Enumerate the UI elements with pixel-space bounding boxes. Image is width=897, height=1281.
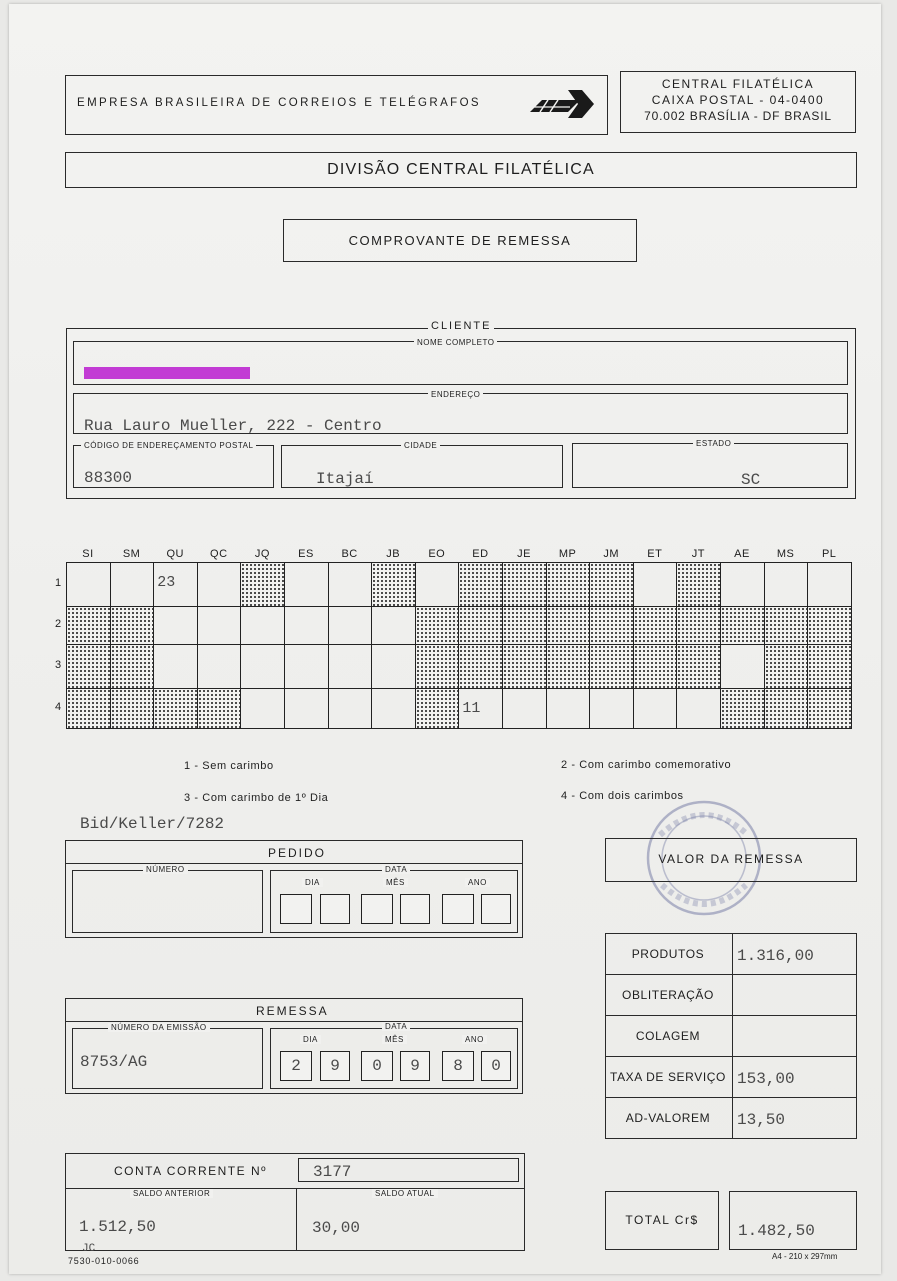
grid-cell-jt-4[interactable] xyxy=(676,688,721,729)
legend-item-1: 1 - Sem carimbo xyxy=(184,760,274,772)
grid-cell-jq-2[interactable] xyxy=(240,606,285,645)
grid-row-number: 2 xyxy=(55,618,62,630)
grid-cell-qu-4[interactable] xyxy=(153,688,198,729)
grid-cell-jq-3[interactable] xyxy=(240,644,285,689)
grid-cell-qu-3[interactable] xyxy=(153,644,198,689)
conta-initials: JC xyxy=(82,1243,96,1255)
grid-cell-jt-2[interactable] xyxy=(676,606,721,645)
estado-field[interactable] xyxy=(572,443,848,488)
date-digit-box[interactable] xyxy=(320,894,350,924)
grid-column-mp: MP xyxy=(558,548,577,560)
grid-cell-mp-4[interactable] xyxy=(546,688,591,729)
grid-cell-pl-3[interactable] xyxy=(807,644,852,689)
legend-item-2: 2 - Com carimbo comemorativo xyxy=(561,759,732,771)
grid-cell-jb-1[interactable] xyxy=(371,562,416,607)
address-line-1: CENTRAL FILATÉLICA xyxy=(661,77,815,91)
conta-value: 3177 xyxy=(313,1163,352,1181)
grid-cell-bc-2[interactable] xyxy=(328,606,373,645)
grid-cell-sm-2[interactable] xyxy=(110,606,155,645)
grid-cell-jb-3[interactable] xyxy=(371,644,416,689)
grid-column-jt: JT xyxy=(691,548,705,560)
valor-row-label: TAXA DE SERVIÇO xyxy=(610,1070,726,1084)
date-digit-box[interactable]: 0 xyxy=(361,1051,393,1081)
endereco-value: Rua Lauro Mueller, 222 - Centro xyxy=(84,417,382,435)
grid-column-qc: QC xyxy=(210,548,228,560)
grid-column-je: JE xyxy=(517,548,531,560)
cidade-label: CIDADE xyxy=(401,441,440,450)
total-label-box xyxy=(605,1191,719,1250)
valor-row-value: 13,50 xyxy=(737,1111,786,1129)
grid-cell-sm-3[interactable] xyxy=(110,644,155,689)
grid-cell-jm-2[interactable] xyxy=(589,606,634,645)
division-title-box xyxy=(65,152,857,188)
valor-row-rule xyxy=(605,1056,857,1057)
pedido-numero-label: NÚMERO xyxy=(143,865,188,874)
date-digit-box[interactable] xyxy=(481,894,511,924)
redacted-name xyxy=(84,367,250,379)
grid-cell-qu-2[interactable] xyxy=(153,606,198,645)
address-line-2: CAIXA POSTAL - 04-0400 xyxy=(651,93,825,107)
grid-cell-ms-3[interactable] xyxy=(764,644,809,689)
grid-cell-qc-2[interactable] xyxy=(197,606,242,645)
grid-column-jq: JQ xyxy=(254,548,270,560)
valor-table-divider xyxy=(732,933,733,1138)
cliente-heading: CLIENTE xyxy=(428,320,494,332)
grid-cell-jm-3[interactable] xyxy=(589,644,634,689)
valor-row-rule xyxy=(605,974,857,975)
total-value-box xyxy=(729,1191,857,1250)
saldo-anterior-label: SALDO ANTERIOR xyxy=(130,1189,213,1198)
cidade-value: Itajaí xyxy=(316,470,374,488)
grid-column-qu: QU xyxy=(166,548,184,560)
cep-value: 88300 xyxy=(84,469,133,487)
grid-cell-ed-2[interactable] xyxy=(458,606,503,645)
remessa-data-label: DATA xyxy=(382,1022,410,1031)
date-digit-box[interactable]: 2 xyxy=(280,1051,312,1081)
grid-cell-je-1[interactable] xyxy=(502,562,547,607)
grid-cell-qc-3[interactable] xyxy=(197,644,242,689)
remessa-ano-label: ANO xyxy=(462,1035,487,1044)
handwritten-reference: Bid/Keller/7282 xyxy=(80,815,225,833)
remessa-title: REMESSA xyxy=(256,1004,329,1018)
grid-cell-si-1[interactable] xyxy=(66,562,111,607)
header-address-box xyxy=(620,71,856,133)
date-digit-box[interactable] xyxy=(361,894,393,924)
grid-cell-jb-4[interactable] xyxy=(371,688,416,729)
form-title: COMPROVANTE DE REMESSA xyxy=(348,233,572,248)
date-digit-box[interactable]: 9 xyxy=(320,1051,350,1081)
grid-cell-sm-4[interactable] xyxy=(110,688,155,729)
grid-row-number: 4 xyxy=(55,701,62,713)
date-digit-box[interactable]: 0 xyxy=(481,1051,511,1081)
grid-column-ed: ED xyxy=(472,548,489,560)
pedido-ano-label: ANO xyxy=(465,878,490,887)
grid-cell-mp-2[interactable] xyxy=(546,606,591,645)
total-value: 1.482,50 xyxy=(738,1222,815,1240)
grid-cell-entry: 11 xyxy=(462,700,481,717)
date-digit-box[interactable] xyxy=(280,894,312,924)
grid-cell-jq-1[interactable] xyxy=(240,562,285,607)
date-digit-box[interactable] xyxy=(400,894,430,924)
grid-cell-bc-3[interactable] xyxy=(328,644,373,689)
grid-cell-eo-4[interactable] xyxy=(415,688,460,729)
grid-column-eo: EO xyxy=(428,548,446,560)
valor-title: VALOR DA REMESSA xyxy=(658,852,804,866)
ect-logo-icon xyxy=(528,84,598,124)
conta-label: CONTA CORRENTE Nº xyxy=(114,1164,267,1178)
grid-column-es: ES xyxy=(298,548,314,560)
valor-title-box xyxy=(605,838,857,882)
grid-column-ae: AE xyxy=(734,548,750,560)
valor-row-label: PRODUTOS xyxy=(631,947,705,961)
grid-cell-pl-1[interactable] xyxy=(807,562,852,607)
legend-item-3: 3 - Com carimbo de 1º Dia xyxy=(184,792,329,804)
date-digit-box[interactable]: 9 xyxy=(400,1051,430,1081)
grid-column-jm: JM xyxy=(603,548,620,560)
grid-cell-bc-1[interactable] xyxy=(328,562,373,607)
grid-row-number: 1 xyxy=(55,577,62,589)
grid-cell-es-3[interactable] xyxy=(284,644,329,689)
grid-cell-je-3[interactable] xyxy=(502,644,547,689)
conta-vertical-divider xyxy=(296,1188,297,1251)
valor-row-rule xyxy=(605,1097,857,1098)
grid-cell-si-4[interactable] xyxy=(66,688,111,729)
valor-row-label: AD-VALOREM xyxy=(625,1111,711,1125)
address-line-3: 70.002 BRASÍLIA - DF BRASIL xyxy=(644,109,832,123)
grid-cell-ed-3[interactable] xyxy=(458,644,503,689)
form-title-box xyxy=(283,219,637,262)
pedido-title: PEDIDO xyxy=(268,846,327,860)
grid-cell-pl-4[interactable] xyxy=(807,688,852,729)
grid-cell-ms-4[interactable] xyxy=(764,688,809,729)
grid-cell-ae-1[interactable] xyxy=(720,562,765,607)
pedido-title-rule xyxy=(65,863,523,864)
grid-column-et: ET xyxy=(647,548,663,560)
grid-cell-si-2[interactable] xyxy=(66,606,111,645)
grid-column-ms: MS xyxy=(776,548,795,560)
grid-cell-eo-1[interactable] xyxy=(415,562,460,607)
grid-cell-mp-3[interactable] xyxy=(546,644,591,689)
grid-cell-et-1[interactable] xyxy=(633,562,678,607)
remessa-dia-label: DIA xyxy=(300,1035,321,1044)
valor-row-label: OBLITERAÇÃO xyxy=(622,988,714,1002)
grid-cell-je-4[interactable] xyxy=(502,688,547,729)
grid-cell-ae-4[interactable] xyxy=(720,688,765,729)
grid-column-pl: PL xyxy=(821,548,837,560)
grid-cell-mp-1[interactable] xyxy=(546,562,591,607)
grid-cell-ms-2[interactable] xyxy=(764,606,809,645)
emissao-label: NÚMERO DA EMISSÃO xyxy=(108,1023,210,1032)
pedido-mes-label: MÊS xyxy=(383,878,408,887)
grid-cell-jt-1[interactable] xyxy=(676,562,721,607)
pedido-data-label: DATA xyxy=(382,865,410,874)
grid-row-number: 3 xyxy=(55,659,62,671)
pedido-dia-label: DIA xyxy=(302,878,323,887)
grid-column-si: SI xyxy=(82,548,94,560)
grid-cell-ae-2[interactable] xyxy=(720,606,765,645)
nome-label: NOME COMPLETO xyxy=(414,338,497,347)
grid-cell-es-1[interactable] xyxy=(284,562,329,607)
grid-cell-et-3[interactable] xyxy=(633,644,678,689)
grid-cell-et-2[interactable] xyxy=(633,606,678,645)
estado-label: ESTADO xyxy=(693,439,734,448)
grid-cell-jm-4[interactable] xyxy=(589,688,634,729)
saldo-atual-value: 30,00 xyxy=(312,1219,361,1237)
paper-size: A4 - 210 x 297mm xyxy=(772,1252,838,1261)
saldo-atual-label: SALDO ATUAL xyxy=(372,1189,438,1198)
grid-cell-eo-2[interactable] xyxy=(415,606,460,645)
company-name: EMPRESA BRASILEIRA DE CORREIOS E TELÉGRAFOS xyxy=(77,97,481,109)
grid-column-jb: JB xyxy=(386,548,401,560)
grid-cell-pl-2[interactable] xyxy=(807,606,852,645)
date-digit-box[interactable] xyxy=(442,894,474,924)
grid-cell-qc-4[interactable] xyxy=(197,688,242,729)
division-title: DIVISÃO CENTRAL FILATÉLICA xyxy=(327,161,595,178)
grid-column-bc: BC xyxy=(341,548,358,560)
pedido-numero-field[interactable] xyxy=(72,870,263,933)
grid-cell-ed-1[interactable] xyxy=(458,562,503,607)
legend-item-4: 4 - Com dois carimbos xyxy=(561,790,684,802)
cep-label: CÓDIGO DE ENDEREÇAMENTO POSTAL xyxy=(81,441,256,450)
grid-cell-jb-2[interactable] xyxy=(371,606,416,645)
grid-cell-es-2[interactable] xyxy=(284,606,329,645)
date-digit-box[interactable]: 8 xyxy=(442,1051,474,1081)
grid-cell-bc-4[interactable] xyxy=(328,688,373,729)
grid-cell-es-4[interactable] xyxy=(284,688,329,729)
grid-cell-ms-1[interactable] xyxy=(764,562,809,607)
total-label: TOTAL Cr$ xyxy=(625,1213,699,1227)
grid-cell-je-2[interactable] xyxy=(502,606,547,645)
grid-cell-si-3[interactable] xyxy=(66,644,111,689)
estado-value: SC xyxy=(741,471,761,489)
remessa-mes-label: MÊS xyxy=(382,1035,407,1044)
grid-cell-entry: 23 xyxy=(157,574,176,591)
endereco-label: ENDEREÇO xyxy=(428,390,483,399)
grid-cell-jt-3[interactable] xyxy=(676,644,721,689)
grid-cell-sm-1[interactable] xyxy=(110,562,155,607)
valor-row-label: COLAGEM xyxy=(635,1029,701,1043)
grid-column-sm: SM xyxy=(122,548,141,560)
valor-row-value: 1.316,00 xyxy=(737,947,814,965)
grid-cell-ae-3[interactable] xyxy=(720,644,765,689)
saldo-anterior-value: 1.512,50 xyxy=(79,1218,156,1236)
form-code: 7530-010-0066 xyxy=(68,1256,140,1266)
grid-cell-qc-1[interactable] xyxy=(197,562,242,607)
emissao-value: 8753/AG xyxy=(80,1053,148,1071)
valor-row-value: 153,00 xyxy=(737,1070,795,1088)
header-company-box xyxy=(65,75,608,135)
grid-cell-jm-1[interactable] xyxy=(589,562,634,607)
grid-cell-et-4[interactable] xyxy=(633,688,678,729)
grid-cell-eo-3[interactable] xyxy=(415,644,460,689)
remessa-title-rule xyxy=(65,1021,523,1022)
valor-row-rule xyxy=(605,1015,857,1016)
grid-cell-jq-4[interactable] xyxy=(240,688,285,729)
